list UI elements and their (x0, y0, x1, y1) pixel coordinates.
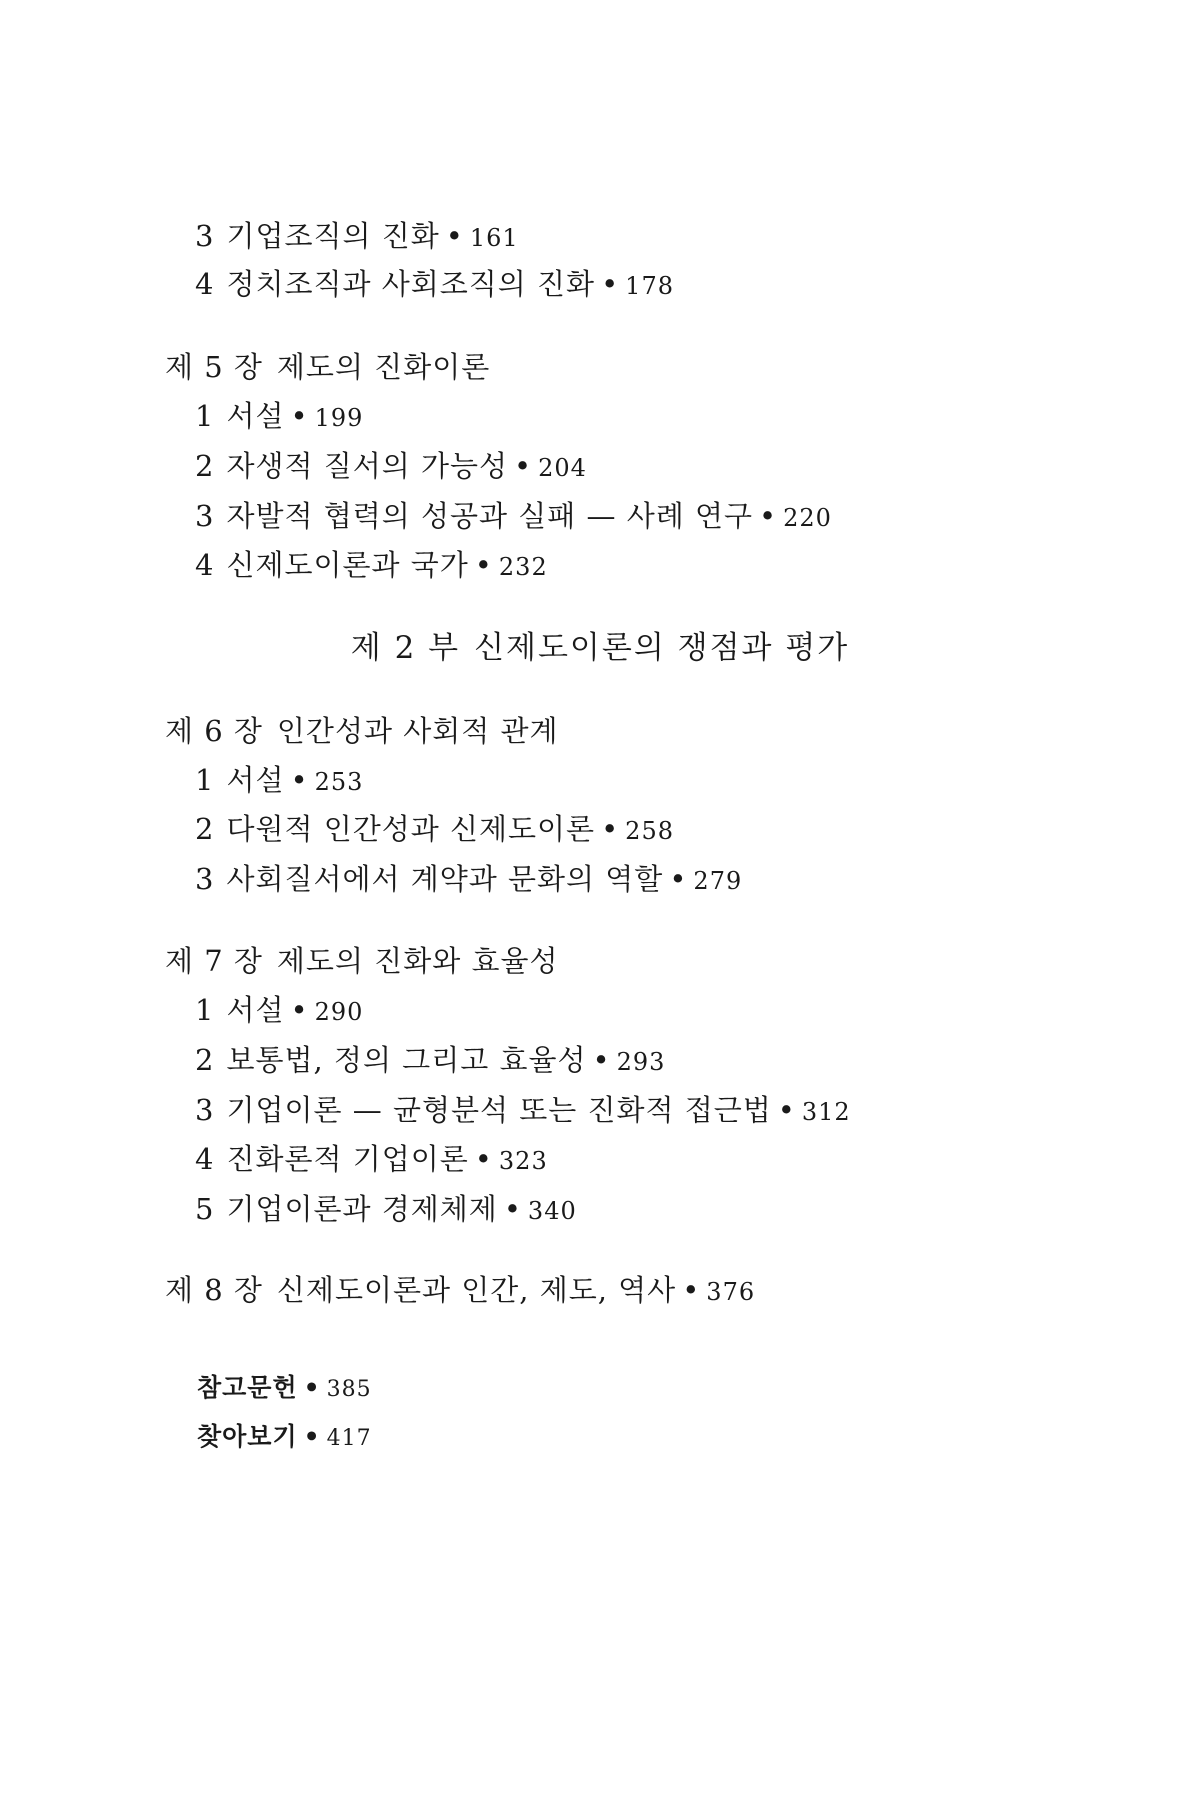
chapter-label: 제 8 장 (165, 1273, 263, 1307)
entry-number: 5 (195, 1192, 215, 1226)
part-title: 신제도이론의 쟁점과 평가 (474, 630, 850, 666)
entry-title: 기업조직의 진화 (226, 219, 440, 253)
entry-number: 1 (195, 763, 215, 797)
entry-separator: • (514, 449, 533, 483)
entry-page-number: 290 (314, 998, 364, 1026)
entry-number: 3 (195, 499, 215, 533)
part-label: 제 2 부 (350, 630, 461, 666)
entry-title: 진화론적 기업이론 (226, 1142, 469, 1176)
toc-entry (195, 498, 832, 536)
entry-separator: • (601, 812, 620, 846)
entry-title: 자발적 협력의 성공과 실패 — 사례 연구 (226, 499, 753, 533)
chapter-heading (165, 349, 490, 385)
entry-separator: • (601, 267, 620, 301)
entry-number: 2 (195, 1043, 215, 1077)
entry-title: 서설 (226, 399, 285, 433)
back-matter-entry (197, 1370, 372, 1408)
entry-number: 3 (195, 219, 215, 253)
entry-separator: • (290, 399, 309, 433)
entry-page-number: 161 (469, 224, 519, 252)
toc-entry (195, 1141, 548, 1179)
entry-page-number: 340 (527, 1197, 577, 1225)
chapter-title: 제도의 진화와 효율성 (276, 944, 559, 978)
entry-number: 4 (195, 267, 215, 301)
entry-title: 찾아보기 (197, 1422, 298, 1451)
entry-page-number: 178 (625, 272, 674, 300)
entry-page-number: 323 (498, 1147, 548, 1175)
part-heading (0, 630, 1200, 666)
entry-separator: • (503, 1192, 522, 1226)
toc-entry (195, 861, 742, 899)
entry-page-number: 385 (326, 1377, 372, 1402)
entry-page-number: 220 (783, 504, 832, 532)
entry-title: 기업이론 — 균형분석 또는 진화적 접근법 (226, 1093, 772, 1127)
toc-entry (195, 1042, 665, 1080)
toc-entry (195, 1092, 851, 1130)
entry-page-number: 204 (538, 454, 587, 482)
entry-number: 4 (195, 548, 215, 582)
entry-title: 참고문헌 (197, 1373, 298, 1402)
entry-title: 다원적 인간성과 신제도이론 (226, 812, 596, 846)
back-matter-entry (197, 1419, 372, 1457)
chapter-title: 인간성과 사회적 관계 (276, 714, 559, 748)
toc-entry (195, 547, 548, 585)
toc-entry (195, 266, 674, 304)
entry-title: 정치조직과 사회조직의 진화 (226, 267, 596, 301)
entry-separator: • (303, 1373, 321, 1402)
toc-entry (195, 398, 363, 436)
toc-entry (195, 1191, 577, 1229)
entry-separator: • (758, 499, 778, 533)
entry-separator: • (682, 1273, 701, 1307)
entry-separator: • (669, 862, 688, 896)
chapter-heading (165, 713, 559, 749)
toc-entry (195, 992, 363, 1030)
entry-separator: • (777, 1093, 796, 1127)
entry-separator: • (592, 1043, 611, 1077)
entry-title: 자생적 질서의 가능성 (226, 449, 509, 483)
entry-page-number: 258 (625, 817, 674, 845)
entry-number: 1 (195, 399, 215, 433)
entry-page-number: 376 (706, 1278, 756, 1306)
entry-separator: • (474, 1142, 493, 1176)
entry-title: 보통법, 정의 그리고 효율성 (226, 1043, 587, 1077)
entry-separator: • (290, 993, 309, 1027)
chapter-label: 제 5 장 (165, 350, 263, 384)
entry-number: 2 (195, 812, 215, 846)
entry-separator: • (445, 219, 464, 253)
entry-number: 1 (195, 993, 215, 1027)
entry-page-number: 199 (314, 404, 364, 432)
chapter-label: 제 6 장 (165, 714, 263, 748)
entry-title: 서설 (226, 763, 285, 797)
entry-separator: • (290, 763, 309, 797)
entry-page-number: 232 (498, 553, 548, 581)
entry-page-number: 312 (801, 1098, 851, 1126)
entry-title: 서설 (226, 993, 285, 1027)
chapter-heading (165, 1272, 755, 1310)
chapter-heading (165, 943, 559, 979)
chapter-title: 제도의 진화이론 (276, 350, 491, 384)
entry-title: 기업이론과 경제체제 (226, 1192, 498, 1226)
entry-separator: • (474, 548, 493, 582)
entry-separator: • (303, 1422, 321, 1451)
entry-title: 신제도이론과 국가 (226, 548, 469, 582)
toc-entry (195, 448, 587, 486)
toc-entry (195, 762, 363, 800)
entry-number: 2 (195, 449, 215, 483)
entry-page-number: 293 (616, 1048, 666, 1076)
toc-entry (195, 811, 674, 849)
toc-entry (195, 218, 519, 256)
entry-page-number: 253 (314, 768, 364, 796)
chapter-label: 제 7 장 (165, 944, 263, 978)
entry-page-number: 417 (326, 1426, 372, 1451)
entry-number: 3 (195, 1093, 215, 1127)
entry-title: 사회질서에서 계약과 문화의 역할 (226, 862, 664, 896)
entry-number: 4 (195, 1142, 215, 1176)
chapter-title: 신제도이론과 인간, 제도, 역사 (276, 1273, 677, 1307)
entry-number: 3 (195, 862, 215, 896)
entry-page-number: 279 (693, 867, 743, 895)
